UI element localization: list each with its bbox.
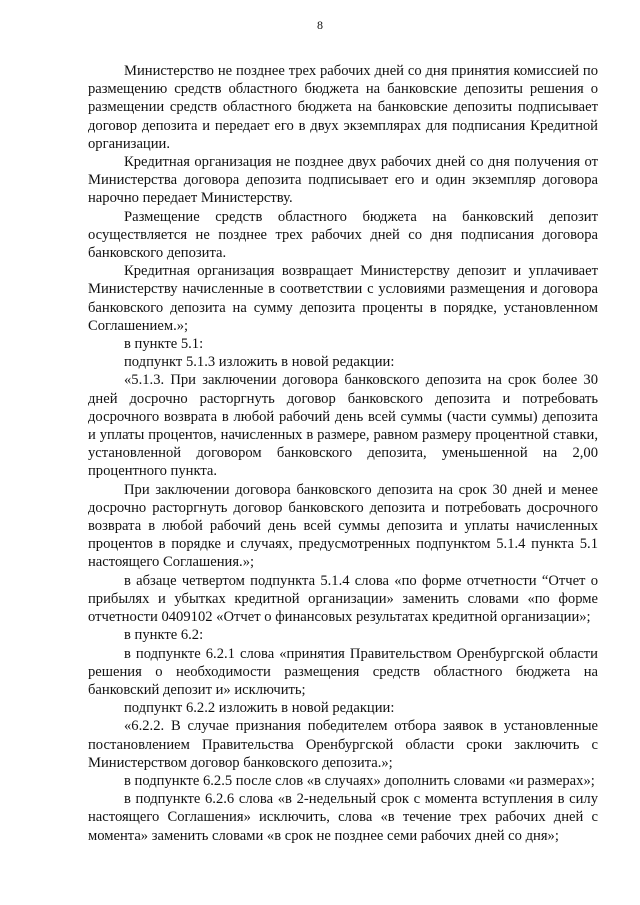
paragraph: Размещение средств областного бюджета на банковский депозит осуществляется не позднее трех рабочих дней со дня подписания договора банковского депозита. (88, 208, 598, 262)
paragraph: При заключении договора банковского депозита на срок 30 дней и менее досрочно расторгнуть договор банковского депозита и потребовать досрочного возврата в любой рабочий день всей суммы депозита и уплаты начисленных процентов в порядке и случаях, предусмотренных подпунктом 5.1.4 пункта 5.1 настоящего Соглашения.»; (88, 481, 598, 571)
paragraph: в подпункте 6.2.6 слова «в 2-недельный срок с момента вступления в силу настоящего Соглашения» исключить, слова «в течение трех рабочих дней с момента» заменить словами «в срок не позднее семи рабочих дней со дня»; (88, 791, 598, 844)
paragraph: подпункт 5.1.3 изложить в новой редакции: (124, 354, 395, 371)
paragraph: «6.2.2. В случае признания победителем отбора заявок в установленные постановлением Правительства Оренбургской области сроки заключить с Министерством договор банковского депозита.»; (88, 718, 598, 771)
page-number: 8 (317, 18, 323, 32)
paragraph: «5.1.3. При заключении договора банковского депозита на срок более 30 дней досрочно расторгнуть договор банковского депозита и потребовать досрочного возврата в любой рабочий день всей суммы (части суммы) депозита и уплаты процентов, начисленных в размере, равном размеру процентной ставки, установленной договором банковского депозита, уменьшенной на 2,00 процентного пункта. (88, 372, 598, 480)
paragraph: в пункте 5.1: (124, 336, 204, 353)
paragraph: подпункт 6.2.2 изложить в новой редакции: (124, 700, 395, 717)
paragraph: в пункте 6.2: (124, 627, 204, 644)
paragraph: Кредитная организация возвращает Министерству депозит и уплачивает Министерству начисленные в соответствии с условиями размещения и договора банковского депозита на сумму депозита проценты в порядке, установленном Соглашением.»; (88, 263, 598, 334)
paragraph: Кредитная организация не позднее двух рабочих дней со дня получения от Министерства договора депозита подписывает его и один экземпляр договора нарочно передает Министерству. (88, 154, 598, 207)
paragraph: в подпункте 6.2.1 слова «принятия Правительством Оренбургской области решения о необходимости размещения средств областного бюджета на банковский депозит и» исключить; (88, 645, 598, 698)
paragraph: в абзаце четвертом подпункта 5.1.4 слова «по форме отчетности “Отчет о прибылях и убытках кредитной организации» заменить словами «по форме отчетности 0409102 «Отчет о финансовых результатах кредитной организации»; (88, 572, 598, 626)
document-body (88, 62, 598, 845)
paragraph: в подпункте 6.2.5 после слов «в случаях» дополнить словами «и размерах»; (124, 772, 595, 789)
paragraph: Министерство не позднее трех рабочих дней со дня принятия комиссией по размещению средств областного бюджета на банковские депозиты решения о размещении средств областного бюджета на банковские депозиты подписывает договор депозита и передает его в двух экземплярах для подписания Кредитной организации. (88, 63, 598, 152)
